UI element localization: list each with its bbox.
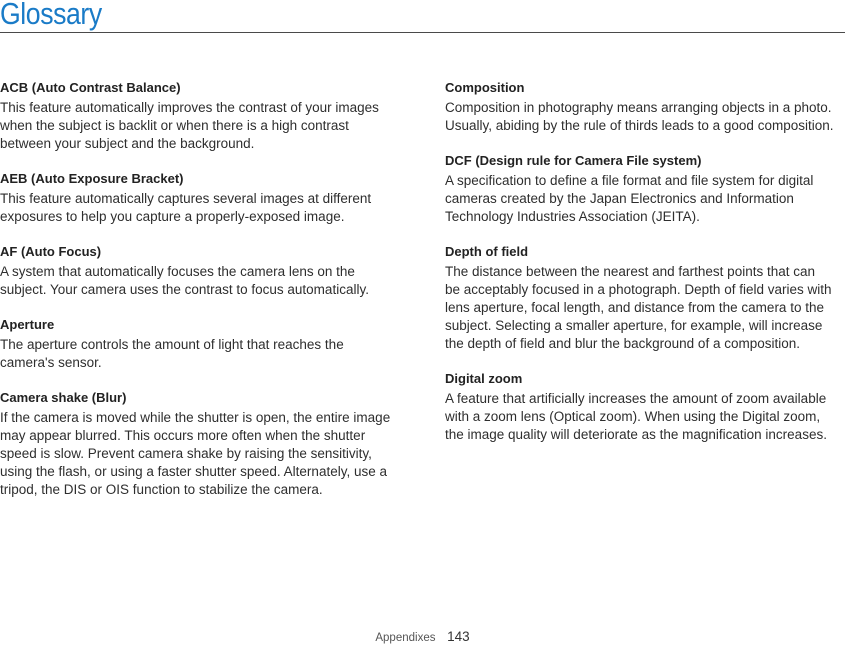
definition-line: Composition in photography means arranging objects in a photo.	[445, 100, 832, 115]
glossary-entry	[0, 170, 400, 226]
glossary-definition	[445, 263, 845, 353]
definition-line: lens aperture, focal length, and distance from the camera to the	[445, 300, 824, 315]
glossary-definition	[0, 409, 400, 499]
definition-line: cameras created by the Japan Electronics and Information	[445, 191, 794, 206]
glossary-term: AF (Auto Focus)	[0, 244, 102, 259]
definition-line: A system that automatically focuses the camera lens on the	[0, 264, 355, 279]
glossary-term: Composition	[445, 80, 525, 95]
definition-line: camera's sensor.	[0, 355, 102, 370]
definition-line: using the flash, or using a faster shutter speed. Alternately, use a	[0, 464, 387, 479]
glossary-term: Aperture	[0, 317, 55, 332]
definition-line: with a zoom lens (Optical zoom). When using the Digital zoom,	[445, 409, 821, 424]
glossary-term: Digital zoom	[445, 371, 523, 386]
glossary-entry	[445, 370, 845, 444]
glossary-entry	[445, 152, 845, 226]
glossary-entry	[445, 243, 845, 353]
glossary-term: Depth of field	[445, 244, 529, 259]
glossary-term: Camera shake (Blur)	[0, 390, 127, 405]
glossary-term: ACB (Auto Contrast Balance)	[0, 80, 181, 95]
definition-line: the image quality will deteriorate as the magnification increases.	[445, 427, 827, 442]
glossary-entry	[445, 79, 845, 135]
definition-line: when the subject is backlit or when there is a high contrast	[0, 118, 349, 133]
definition-line: tripod, the DIS or OIS function to stabilize the camera.	[0, 482, 323, 497]
definition-line: subject. Selecting a smaller aperture, for example, will increase	[445, 318, 823, 333]
definition-line: The distance between the nearest and farthest points that can	[445, 264, 815, 279]
glossary-term: AEB (Auto Exposure Bracket)	[0, 171, 184, 186]
glossary-entry	[0, 243, 400, 299]
definition-line: exposures to help you capture a properly-exposed image.	[0, 209, 345, 224]
page-footer	[0, 628, 845, 647]
definition-line: If the camera is moved while the shutter is open, the entire image	[0, 410, 391, 425]
page-number: 143	[447, 629, 470, 644]
definition-line: The aperture controls the amount of light that reaches the	[0, 337, 344, 352]
right-column	[445, 77, 845, 461]
title-divider	[0, 32, 845, 33]
glossary-definition	[0, 336, 400, 372]
glossary-definition	[445, 172, 845, 226]
definition-line: This feature automatically improves the contrast of your images	[0, 100, 379, 115]
definition-line: may appear blurred. This occurs more often when the shutter	[0, 428, 366, 443]
glossary-definition	[0, 263, 400, 299]
definition-line: speed is slow. Prevent camera shake by raising the sensitivity,	[0, 446, 372, 461]
left-column	[0, 77, 400, 516]
definition-line: subject. Your camera uses the contrast to focus automatically.	[0, 282, 369, 297]
glossary-entry	[0, 316, 400, 372]
definition-line: A specification to define a file format and file system for digital	[445, 173, 814, 188]
glossary-definition	[445, 390, 845, 444]
page-title: Glossary	[0, 0, 102, 31]
definition-line: be acceptably focused in a photograph. Depth of field varies with	[445, 282, 832, 297]
glossary-entry	[0, 389, 400, 499]
definition-line: A feature that artificially increases the amount of zoom available	[445, 391, 827, 406]
definition-line: Usually, abiding by the rule of thirds leads to a good composition.	[445, 118, 834, 133]
footer-section-label: Appendixes	[375, 632, 436, 644]
glossary-definition	[0, 99, 400, 153]
definition-line: the depth of field and blur the background of a composition.	[445, 336, 800, 351]
glossary-term: DCF (Design rule for Camera File system)	[445, 153, 702, 168]
glossary-definition	[0, 190, 400, 226]
definition-line: between your subject and the background.	[0, 136, 255, 151]
definition-line: Technology Industries Association (JEITA).	[445, 209, 700, 224]
definition-line: This feature automatically captures several images at different	[0, 191, 372, 206]
glossary-entry	[0, 79, 400, 153]
glossary-definition	[445, 99, 845, 135]
